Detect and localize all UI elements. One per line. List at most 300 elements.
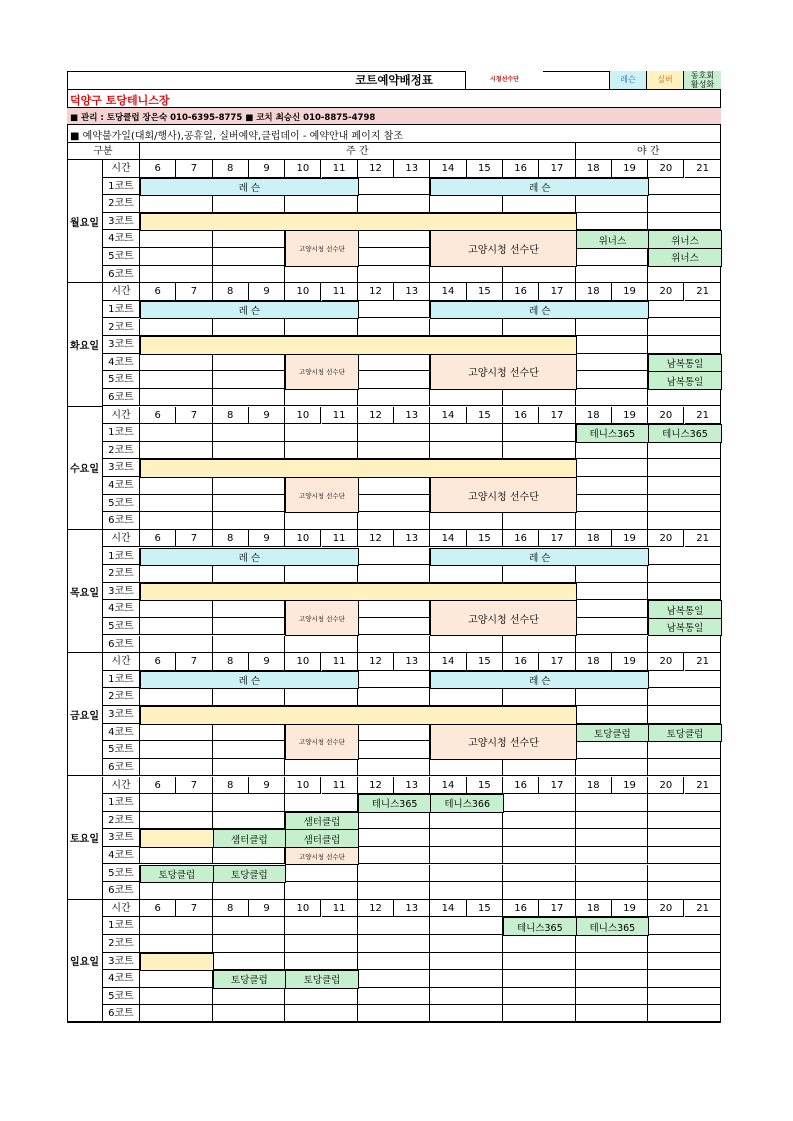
- hour-label: 7: [176, 407, 212, 425]
- hour-label: 21: [685, 777, 721, 795]
- hour-label: 11: [322, 653, 358, 671]
- booking-block: 고양시청 선수단: [430, 230, 576, 266]
- slot-cell: [358, 319, 431, 337]
- slot-cell: [648, 671, 721, 689]
- legend-item: 시청선수단: [465, 71, 543, 89]
- slot-cell: [140, 266, 213, 284]
- booking-block: 남복통일: [648, 600, 722, 619]
- slot-cell: [648, 970, 721, 988]
- slot-cell: [140, 389, 213, 407]
- slot-cell: [576, 706, 649, 724]
- slot-cell: [358, 248, 431, 266]
- hour-label: 11: [322, 530, 358, 548]
- booking-block: 토당클럽: [213, 970, 287, 989]
- hour-label: 8: [213, 653, 249, 671]
- slot-cell: [576, 371, 649, 389]
- slot-cell: [140, 424, 213, 442]
- slot-cell: [430, 424, 503, 442]
- court-label: 3코트: [103, 459, 140, 477]
- slot-cell: [140, 495, 213, 513]
- court-label: 3코트: [103, 953, 140, 971]
- slot-cell: [648, 389, 721, 407]
- slot-cell: [430, 319, 503, 337]
- slot-cell: [140, 741, 213, 759]
- court-label: 4코트: [103, 477, 140, 495]
- court-label: 5코트: [103, 988, 140, 1006]
- hour-label: 8: [213, 777, 249, 795]
- booking-block: 테니스365: [648, 424, 722, 443]
- slot-cell: [648, 583, 721, 601]
- slot-cell: [358, 812, 431, 830]
- slot-cell: [648, 178, 721, 196]
- court-label: 5코트: [103, 495, 140, 513]
- booking-block: 샘터클럽: [285, 829, 359, 848]
- slot-cell: [213, 759, 286, 777]
- court-label: 6코트: [103, 512, 140, 530]
- hour-label: 16: [503, 900, 539, 918]
- slot-cell: [358, 741, 431, 759]
- slot-cell: [576, 336, 649, 354]
- hour-label: 9: [249, 777, 285, 795]
- hour-label: 10: [285, 900, 321, 918]
- hour-label: 21: [685, 530, 721, 548]
- court-label: 1코트: [103, 178, 140, 196]
- hour-label: 19: [612, 653, 648, 671]
- hour-label: 14: [430, 407, 466, 425]
- slot-cell: [430, 812, 503, 830]
- slot-cell: [430, 512, 503, 530]
- slot-cell: [430, 389, 503, 407]
- slot-cell: [358, 195, 431, 213]
- slot-cell: [285, 195, 358, 213]
- slot-cell: [648, 512, 721, 530]
- booking-block: 샘터클럽: [213, 829, 287, 848]
- day-label: 수요일: [67, 407, 103, 530]
- court-label: 1코트: [103, 671, 140, 689]
- booking-block: 남복통일: [648, 354, 722, 373]
- booking-block: 토당클럽: [648, 724, 722, 743]
- court-label: 3코트: [103, 336, 140, 354]
- slot-cell: [213, 195, 286, 213]
- slot-cell: [140, 847, 213, 865]
- hour-label: 20: [648, 160, 684, 178]
- day-label: 일요일: [67, 900, 103, 1023]
- slot-cell: [358, 512, 431, 530]
- booking-block: 샘터클럽: [285, 812, 359, 831]
- hour-label: 15: [467, 653, 503, 671]
- hour-label: 13: [394, 530, 430, 548]
- court-label: 2코트: [103, 195, 140, 213]
- hour-label: 20: [648, 407, 684, 425]
- court-label: 1코트: [103, 548, 140, 566]
- slot-cell: [648, 565, 721, 583]
- slot-cell: [648, 213, 721, 231]
- slot-cell: [358, 266, 431, 284]
- court-label: 4코트: [103, 600, 140, 618]
- time-label: 시간: [103, 653, 140, 671]
- hour-label: 15: [467, 407, 503, 425]
- hour-label: 15: [467, 777, 503, 795]
- court-label: 1코트: [103, 301, 140, 319]
- hour-label: 15: [467, 283, 503, 301]
- court-label: 5코트: [103, 741, 140, 759]
- hour-label: 9: [249, 283, 285, 301]
- slot-cell: [648, 636, 721, 654]
- slot-cell: [213, 988, 286, 1006]
- time-label: 시간: [103, 160, 140, 178]
- hour-label: 17: [539, 530, 575, 548]
- slot-cell: [213, 741, 286, 759]
- slot-cell: [358, 970, 431, 988]
- slot-cell: [648, 759, 721, 777]
- slot-cell: [140, 442, 213, 460]
- slot-cell: [430, 865, 503, 883]
- slot-cell: [503, 389, 576, 407]
- slot-cell: [140, 618, 213, 636]
- day-label: 목요일: [67, 530, 103, 653]
- slot-cell: [213, 812, 286, 830]
- slot-cell: [358, 301, 431, 319]
- hour-label: 11: [322, 407, 358, 425]
- slot-cell: [213, 477, 286, 495]
- day-label: 화요일: [67, 283, 103, 406]
- slot-cell: [358, 389, 431, 407]
- slot-cell: [285, 565, 358, 583]
- hour-label: 8: [213, 160, 249, 178]
- hour-label: 14: [430, 653, 466, 671]
- slot-cell: [576, 812, 649, 830]
- slot-cell: [576, 248, 649, 266]
- slot-cell: [576, 882, 649, 900]
- booking-block: 토당클럽: [576, 724, 650, 743]
- hour-label: 12: [358, 900, 394, 918]
- slot-cell: [213, 442, 286, 460]
- hour-label: 7: [176, 653, 212, 671]
- booking-block: 고양시청 선수단: [285, 724, 359, 760]
- hour-label: 13: [394, 160, 430, 178]
- slot-cell: [140, 600, 213, 618]
- hour-label: 13: [394, 653, 430, 671]
- hour-label: 14: [430, 530, 466, 548]
- hour-label: 12: [358, 283, 394, 301]
- slot-cell: [576, 389, 649, 407]
- booking-block: [140, 336, 577, 355]
- court-label: 4코트: [103, 847, 140, 865]
- booking-block: 토당클럽: [213, 865, 287, 884]
- hour-label: 18: [576, 777, 612, 795]
- hour-label: 9: [249, 900, 285, 918]
- slot-cell: [430, 882, 503, 900]
- slot-cell: [358, 882, 431, 900]
- page-title: 코트예약배정표: [355, 73, 433, 87]
- slot-cell: [140, 230, 213, 248]
- court-label: 6코트: [103, 266, 140, 284]
- booking-block: 테니스365: [358, 794, 432, 813]
- hour-label: 19: [612, 530, 648, 548]
- hour-label: 15: [467, 530, 503, 548]
- hour-label: 15: [467, 900, 503, 918]
- court-label: 5코트: [103, 865, 140, 883]
- slot-cell: [430, 266, 503, 284]
- hour-label: 6: [140, 407, 176, 425]
- court-label: 3코트: [103, 583, 140, 601]
- slot-cell: [285, 988, 358, 1006]
- hour-label: 6: [140, 653, 176, 671]
- hour-label: 13: [394, 777, 430, 795]
- hour-label: 21: [685, 407, 721, 425]
- slot-cell: [213, 248, 286, 266]
- booking-block: 고양시청 선수단: [430, 477, 576, 513]
- slot-cell: [358, 865, 431, 883]
- hour-label: 16: [503, 777, 539, 795]
- slot-cell: [140, 935, 213, 953]
- slot-cell: [358, 636, 431, 654]
- slot-cell: [358, 424, 431, 442]
- slot-cell: [648, 459, 721, 477]
- slot-cell: [576, 600, 649, 618]
- hour-label: 17: [539, 653, 575, 671]
- slot-cell: [285, 266, 358, 284]
- time-label: 시간: [103, 530, 140, 548]
- slot-cell: [358, 688, 431, 706]
- slot-cell: [576, 1005, 649, 1023]
- slot-cell: [213, 565, 286, 583]
- slot-cell: [648, 548, 721, 566]
- slot-cell: [648, 741, 721, 759]
- slot-cell: [213, 953, 286, 971]
- hour-label: 8: [213, 407, 249, 425]
- slot-cell: [358, 565, 431, 583]
- hour-label: 13: [394, 900, 430, 918]
- slot-cell: [213, 882, 286, 900]
- slot-cell: [648, 266, 721, 284]
- hour-label: 17: [539, 777, 575, 795]
- slot-cell: [576, 477, 649, 495]
- legend-item: 실버: [646, 71, 683, 89]
- hour-label: 17: [539, 160, 575, 178]
- slot-cell: [430, 970, 503, 988]
- slot-cell: [430, 442, 503, 460]
- booking-block: 테니스365: [503, 917, 577, 936]
- slot-cell: [576, 865, 649, 883]
- slot-cell: [213, 1005, 286, 1023]
- hour-label: 6: [140, 777, 176, 795]
- hour-label: 18: [576, 283, 612, 301]
- hour-label: 12: [358, 160, 394, 178]
- slot-cell: [358, 671, 431, 689]
- title-bar: [67, 71, 721, 90]
- slot-cell: [648, 477, 721, 495]
- booking-block: 위너스: [648, 230, 722, 249]
- court-label: 2코트: [103, 442, 140, 460]
- facility-row: [67, 90, 721, 108]
- hour-label: 18: [576, 530, 612, 548]
- court-label: 1코트: [103, 794, 140, 812]
- court-label: 2코트: [103, 688, 140, 706]
- booking-block: [140, 213, 577, 232]
- court-label: 4코트: [103, 230, 140, 248]
- hour-label: 11: [322, 777, 358, 795]
- slot-cell: [285, 759, 358, 777]
- hour-label: 7: [176, 530, 212, 548]
- slot-cell: [576, 970, 649, 988]
- slot-cell: [140, 319, 213, 337]
- slot-cell: [648, 953, 721, 971]
- booking-block: 고양시청 선수단: [285, 230, 359, 266]
- facility-name: 덕양구 토당테니스장: [70, 94, 170, 107]
- booking-block: 레 슨: [140, 548, 359, 567]
- court-label: 2코트: [103, 319, 140, 337]
- slot-cell: [503, 935, 576, 953]
- court-label: 3코트: [103, 829, 140, 847]
- court-label: 4코트: [103, 970, 140, 988]
- hour-label: 21: [685, 160, 721, 178]
- booking-block: 레 슨: [140, 671, 359, 690]
- slot-cell: [503, 688, 576, 706]
- slot-cell: [648, 301, 721, 319]
- hour-label: 20: [648, 777, 684, 795]
- slot-cell: [213, 230, 286, 248]
- slot-cell: [140, 512, 213, 530]
- hour-label: 8: [213, 530, 249, 548]
- hour-label: 12: [358, 777, 394, 795]
- slot-cell: [358, 178, 431, 196]
- slot-cell: [285, 319, 358, 337]
- court-label: 2코트: [103, 565, 140, 583]
- slot-cell: [213, 354, 286, 372]
- slot-cell: [576, 266, 649, 284]
- slot-cell: [140, 354, 213, 372]
- hour-label: 10: [285, 407, 321, 425]
- slot-cell: [576, 319, 649, 337]
- slot-cell: [358, 917, 431, 935]
- court-label: 1코트: [103, 917, 140, 935]
- slot-cell: [213, 389, 286, 407]
- time-label: 시간: [103, 777, 140, 795]
- hour-label: 16: [503, 160, 539, 178]
- slot-cell: [648, 706, 721, 724]
- slot-cell: [648, 988, 721, 1006]
- slot-cell: [358, 829, 431, 847]
- slot-cell: [213, 636, 286, 654]
- header-category: 구분: [67, 143, 140, 160]
- slot-cell: [140, 812, 213, 830]
- slot-cell: [430, 636, 503, 654]
- slot-cell: [503, 882, 576, 900]
- booking-block: 테니스365: [576, 917, 650, 936]
- booking-block: [140, 953, 214, 972]
- hour-label: 6: [140, 283, 176, 301]
- slot-cell: [140, 724, 213, 742]
- slot-cell: [503, 953, 576, 971]
- slot-cell: [576, 495, 649, 513]
- slot-cell: [285, 917, 358, 935]
- slot-cell: [430, 988, 503, 1006]
- slot-cell: [648, 935, 721, 953]
- slot-cell: [213, 512, 286, 530]
- day-label: 월요일: [67, 160, 103, 283]
- hour-label: 13: [394, 283, 430, 301]
- hour-label: 15: [467, 160, 503, 178]
- hour-label: 7: [176, 160, 212, 178]
- slot-cell: [140, 195, 213, 213]
- booking-block: 고양시청 선수단: [285, 477, 359, 513]
- slot-cell: [358, 724, 431, 742]
- slot-cell: [213, 266, 286, 284]
- slot-cell: [430, 195, 503, 213]
- court-label: 1코트: [103, 424, 140, 442]
- booking-block: 레 슨: [140, 301, 359, 320]
- booking-block: 레 슨: [430, 178, 649, 197]
- slot-cell: [140, 917, 213, 935]
- slot-cell: [213, 917, 286, 935]
- hour-label: 12: [358, 407, 394, 425]
- slot-cell: [358, 600, 431, 618]
- slot-cell: [576, 636, 649, 654]
- slot-cell: [576, 988, 649, 1006]
- slot-cell: [358, 953, 431, 971]
- slot-cell: [503, 266, 576, 284]
- slot-cell: [648, 319, 721, 337]
- slot-cell: [503, 565, 576, 583]
- slot-cell: [576, 794, 649, 812]
- booking-block: 토당클럽: [140, 865, 214, 884]
- court-label: 6코트: [103, 882, 140, 900]
- slot-cell: [285, 1005, 358, 1023]
- booking-block: 고양시청 선수단: [430, 724, 576, 760]
- hour-label: 9: [249, 530, 285, 548]
- slot-cell: [503, 794, 576, 812]
- hour-label: 19: [612, 283, 648, 301]
- day-label: 토요일: [67, 777, 103, 900]
- hour-label: 10: [285, 653, 321, 671]
- hour-label: 18: [576, 160, 612, 178]
- slot-cell: [648, 829, 721, 847]
- booking-block: [140, 829, 214, 848]
- hour-label: 10: [285, 160, 321, 178]
- slot-cell: [213, 724, 286, 742]
- hour-label: 9: [249, 653, 285, 671]
- booking-block: 고양시청 선수단: [430, 600, 576, 636]
- booking-block: 위너스: [576, 230, 650, 249]
- hour-label: 17: [539, 407, 575, 425]
- notice-info: ■ 예약불가일(대회/행사),공휴일, 실버예약,클럽데이 - 예약안내 페이지 참조: [70, 131, 403, 142]
- slot-cell: [140, 248, 213, 266]
- slot-cell: [213, 847, 286, 865]
- slot-cell: [358, 847, 431, 865]
- slot-cell: [648, 882, 721, 900]
- slot-cell: [576, 935, 649, 953]
- booking-block: 테니스366: [430, 794, 504, 813]
- slot-cell: [285, 935, 358, 953]
- hour-label: 6: [140, 900, 176, 918]
- hour-label: 16: [503, 653, 539, 671]
- slot-cell: [648, 495, 721, 513]
- booking-block: 레 슨: [430, 548, 649, 567]
- slot-cell: [213, 319, 286, 337]
- manager-row: [67, 108, 721, 125]
- hour-label: 18: [576, 653, 612, 671]
- hour-label: 18: [576, 900, 612, 918]
- slot-cell: [140, 636, 213, 654]
- legend-item: 동호회 활성화: [683, 71, 721, 89]
- slot-cell: [140, 1005, 213, 1023]
- slot-cell: [358, 548, 431, 566]
- slot-cell: [576, 618, 649, 636]
- court-label: 2코트: [103, 812, 140, 830]
- slot-cell: [358, 230, 431, 248]
- hour-label: 7: [176, 900, 212, 918]
